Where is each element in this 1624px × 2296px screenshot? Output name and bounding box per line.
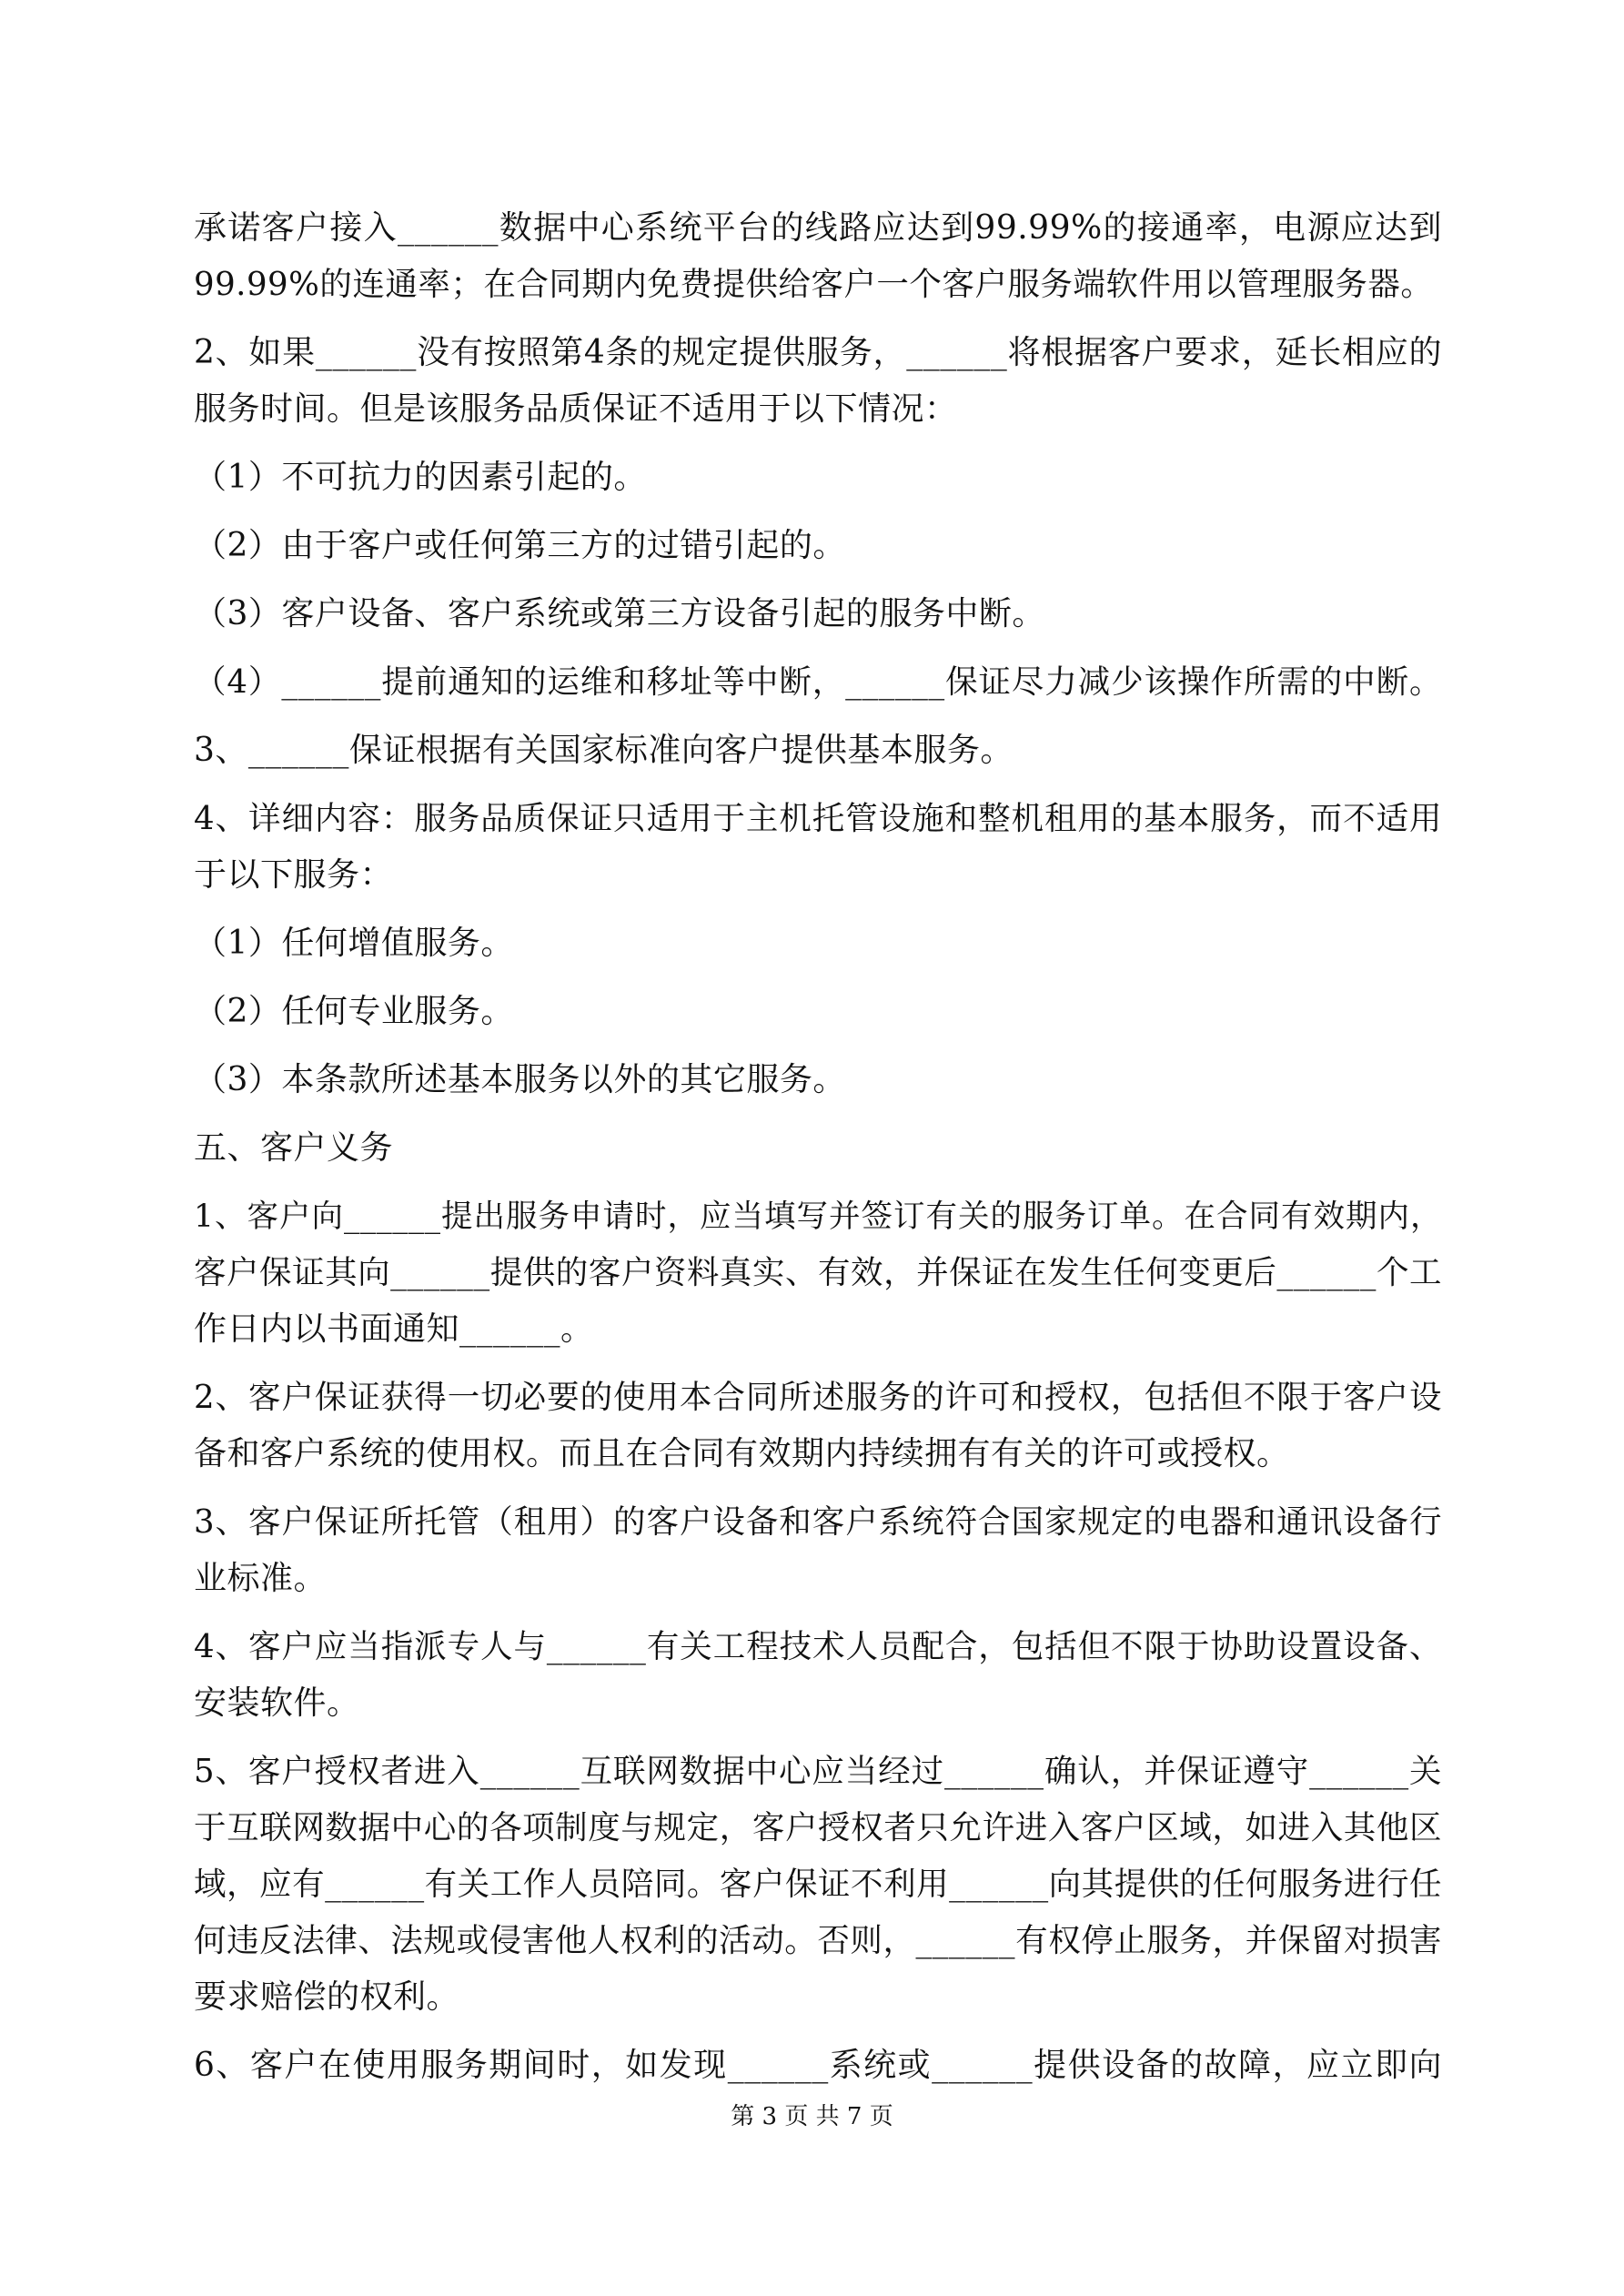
paragraph-line: 客户保证其向______提供的客户资料真实、有效，并保证在发生任何变更后______个工 (194, 1254, 1442, 1291)
paragraph-line: （1）任何增值服务。 (194, 925, 514, 962)
paragraph-line: 要求赔偿的权利。 (194, 1978, 460, 2016)
paragraph-line: 于以下服务： (194, 856, 394, 894)
paragraph-line: 3、______保证根据有关国家标准向客户提供基本服务。 (194, 732, 1014, 769)
paragraph-line: 承诺客户接入______数据中心系统平台的线路应达到99.99%的接通率，电源应达到 (194, 209, 1442, 247)
paragraph-line: 4、详细内容：服务品质保证只适用于主机托管设施和整机租用的基本服务，而不适用 (194, 800, 1442, 837)
paragraph-line: 何违反法律、法规或侵害他人权利的活动。否则，______有权停止服务，并保留对损害 (194, 1922, 1442, 1959)
paragraph-line: （3）客户设备、客户系统或第三方设备引起的服务中断。 (194, 595, 1045, 632)
paragraph-line: 安装软件。 (194, 1684, 360, 1722)
paragraph-line: 业标准。 (194, 1560, 328, 1597)
paragraph-line: 域，应有______有关工作人员陪同。客户保证不利用______向其提供的任何服务进行任 (194, 1866, 1442, 1903)
paragraph-line: 2、客户保证获得一切必要的使用本合同所述服务的许可和授权，包括但不限于客户设 (194, 1379, 1442, 1416)
paragraph-line: 4、客户应当指派专人与______有关工程技术人员配合，包括但不限于协助设置设备、 (194, 1628, 1442, 1665)
paragraph-line: 作日内以书面通知______。 (194, 1310, 594, 1348)
paragraph-line: （2）任何专业服务。 (194, 993, 514, 1030)
paragraph-line: 备和客户系统的使用权。而且在合同有效期内持续拥有有关的许可或授权。 (194, 1435, 1290, 1472)
section-heading: 五、客户义务 (194, 1129, 394, 1167)
paragraph-line: （3）本条款所述基本服务以外的其它服务。 (194, 1061, 846, 1098)
paragraph-line: 2、如果______没有按照第4条的规定提供服务，______将根据客户要求，延长相应的 (194, 334, 1442, 371)
paragraph-line: 6、客户在使用服务期间时，如发现______系统或______提供设备的故障，应立即向 (194, 2047, 1442, 2084)
paragraph-line: （4）______提前通知的运维和移址等中断，______保证尽力减少该操作所需的中断。 (194, 663, 1442, 701)
paragraph-line: 99.99%的连通率；在合同期内免费提供给客户一个客户服务端软件用以管理服务器。 (194, 266, 1434, 303)
paragraph-line: 服务时间。但是该服务品质保证不适用于以下情况： (194, 390, 958, 428)
paragraph-line: 1、客户向______提出服务申请时，应当填写并签订有关的服务订单。在合同有效期内， (194, 1199, 1442, 1235)
paragraph-line: 3、客户保证所托管（租用）的客户设备和客户系统符合国家规定的电器和通讯设备行 (194, 1503, 1442, 1541)
page-number-footer: 第 3 页 共 7 页 (731, 2103, 893, 2130)
paragraph-line: （2）由于客户或任何第三方的过错引起的。 (194, 527, 846, 564)
paragraph-line: 于互联网数据中心的各项制度与规定，客户授权者只允许进入客户区域，如进入其他区 (194, 1809, 1442, 1846)
paragraph-line: 5、客户授权者进入______互联网数据中心应当经过______确认，并保证遵守______关 (194, 1753, 1442, 1790)
paragraph-line: （1）不可抗力的因素引起的。 (194, 459, 647, 496)
